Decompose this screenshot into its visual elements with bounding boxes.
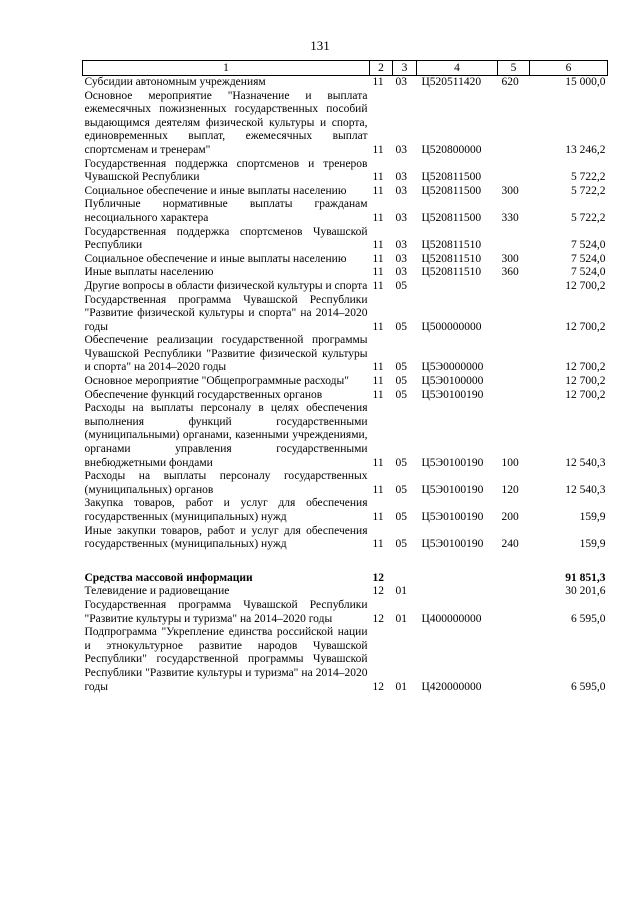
row-subsection: 05 — [395, 538, 407, 551]
row-name: Расходы на выплаты персоналу в целях обеспечения выполнения функций государственными (муниципальными) органами, казенными учреждениями, органами управления государственными внебюджетными фондами — [84, 402, 368, 469]
row-name: Социальное обеспечение и иные выплаты населению — [84, 184, 347, 197]
table-row — [83, 158, 608, 185]
row-name: Телевидение и радиовещание — [84, 585, 230, 598]
row-name: Основное мероприятие "Назначение и выплата ежемесячных пожизненных государственных пособий выдающимся деятелям физической культуры и спорта, единовременных выплат, ежемесячных выплат спортсменам и тренерам" — [84, 89, 368, 156]
row-subsection: 01 — [395, 680, 407, 693]
row-section: 11 — [372, 211, 384, 224]
row-section: 11 — [372, 320, 384, 333]
table-row — [83, 585, 608, 599]
row-name: Иные выплаты населению — [84, 266, 214, 279]
row-target-code — [417, 572, 498, 586]
spacer-cell — [83, 552, 608, 572]
row-amount: 12 700,2 — [565, 375, 606, 388]
row-amount: 159,9 — [579, 511, 606, 523]
table-row — [83, 90, 608, 158]
row-name: Государственная поддержка спортсменов и тренеров Чувашской Республики — [84, 157, 368, 184]
table-row — [83, 185, 608, 199]
row-section: 11 — [372, 266, 384, 279]
table-row — [83, 375, 608, 389]
row-expense-type: 330 — [501, 211, 519, 224]
row-expense-type: 360 — [501, 266, 519, 279]
row-amount: 12 700,2 — [565, 279, 606, 292]
table-row — [83, 572, 608, 586]
row-target-code: Ц520811500 — [421, 171, 482, 184]
table-row — [83, 280, 608, 294]
row-expense-type: 240 — [501, 538, 519, 551]
row-target-code: Ц520811510 — [421, 239, 482, 252]
row-expense-type — [498, 626, 530, 694]
row-subsection: 01 — [395, 585, 407, 598]
row-subsection: 01 — [395, 612, 407, 625]
row-amount: 30 201,6 — [565, 585, 606, 598]
row-expense-type: 300 — [501, 252, 519, 265]
row-expense-type — [498, 375, 530, 389]
row-expense-type — [498, 158, 530, 185]
row-section: 11 — [372, 483, 384, 496]
table-row — [83, 599, 608, 626]
row-name: Другие вопросы в области физической культуры и спорта — [84, 279, 368, 292]
table-row — [83, 76, 608, 90]
row-target-code: Ц5Э0000000 — [421, 361, 484, 374]
row-subsection: 03 — [395, 76, 407, 88]
row-section: 11 — [372, 388, 384, 401]
row-amount: 5 722,2 — [571, 211, 606, 224]
row-name: Государственная программа Чувашской Республики "Развитие культуры и туризма" на 2014–2020 годы — [84, 598, 368, 625]
row-target-code: Ц520511420 — [421, 76, 482, 88]
row-expense-type — [498, 572, 530, 586]
table-row — [83, 470, 608, 497]
header-col-2: 2 — [370, 61, 393, 76]
row-subsection: 03 — [395, 239, 407, 252]
row-name: Расходы на выплаты персоналу государственных (муниципальных) органов — [84, 470, 368, 496]
row-target-code: Ц420000000 — [421, 680, 482, 693]
budget-table — [82, 60, 608, 694]
row-expense-type: 620 — [501, 76, 519, 88]
row-subsection: 05 — [395, 361, 407, 374]
row-name: Основное мероприятие "Общепрограммные расходы" — [84, 375, 349, 388]
row-section: 11 — [372, 143, 384, 156]
row-amount: 6 595,0 — [571, 680, 606, 693]
row-subsection: 03 — [395, 252, 407, 265]
row-name: Иные закупки товаров, работ и услуг для обеспечения государственных (муниципальных) нужд — [84, 524, 368, 551]
header-col-3: 3 — [393, 61, 417, 76]
row-section: 11 — [372, 361, 384, 374]
row-name: Закупка товаров, работ и услуг для обеспечения государственных (муниципальных) нужд — [84, 497, 368, 523]
table-row — [83, 402, 608, 470]
row-subsection: 05 — [395, 456, 407, 469]
row-amount: 12 540,3 — [565, 483, 606, 496]
row-name: Субсидии автономным учреждениям — [84, 76, 266, 88]
row-amount: 159,9 — [579, 538, 606, 551]
table-row — [83, 626, 608, 694]
row-expense-type — [498, 585, 530, 599]
row-subsection: 03 — [395, 266, 407, 279]
header-col-4: 4 — [417, 61, 498, 76]
row-amount: 12 700,2 — [565, 388, 606, 401]
row-target-code: Ц520811510 — [421, 266, 482, 279]
table-row — [83, 389, 608, 403]
row-section: 12 — [372, 571, 384, 584]
row-name: Обеспечение реализации государственной программы Чувашской Республики "Развитие физической культуры и спорта" на 2014–2020 годы — [84, 334, 368, 374]
row-target-code: Ц5Э0100000 — [421, 375, 484, 388]
row-expense-type — [498, 280, 530, 294]
row-target-code: Ц500000000 — [421, 320, 482, 333]
row-subsection: 03 — [395, 184, 407, 197]
row-name: Государственная программа Чувашской Республики "Развитие физической культуры и спорта" на 2014–2020 годы — [84, 293, 368, 333]
row-section: 11 — [372, 184, 384, 197]
table-spacer-row — [83, 552, 608, 572]
table-row — [83, 226, 608, 253]
row-expense-type — [498, 334, 530, 375]
row-target-code: Ц520811500 — [421, 211, 482, 224]
table-row — [83, 198, 608, 225]
row-target-code — [417, 585, 498, 599]
row-amount: 5 722,2 — [571, 171, 606, 184]
row-subsection: 03 — [395, 211, 407, 224]
table-row — [83, 253, 608, 267]
row-section: 11 — [372, 511, 384, 523]
row-amount: 91 851,3 — [565, 571, 606, 584]
table-row — [83, 497, 608, 524]
row-expense-type: 200 — [501, 511, 519, 523]
row-subsection: 05 — [395, 320, 407, 333]
row-expense-type — [498, 90, 530, 158]
row-subsection: 05 — [395, 279, 407, 292]
row-section: 11 — [372, 279, 384, 292]
row-amount: 15 000,0 — [565, 76, 606, 88]
row-section: 11 — [372, 239, 384, 252]
row-target-code: Ц5Э0100190 — [421, 456, 484, 469]
row-section: 12 — [372, 585, 384, 598]
row-subsection: 05 — [395, 375, 407, 388]
row-expense-type — [498, 294, 530, 335]
row-target-code: Ц520800000 — [421, 143, 482, 156]
row-section: 11 — [372, 538, 384, 551]
row-section: 12 — [372, 612, 384, 625]
row-expense-type: 120 — [501, 483, 519, 496]
row-section: 11 — [372, 76, 384, 88]
row-amount: 12 700,2 — [565, 361, 606, 374]
row-expense-type — [498, 599, 530, 626]
row-subsection: 05 — [395, 388, 407, 401]
header-col-6: 6 — [530, 61, 608, 76]
table-body — [83, 76, 608, 695]
row-name: Публичные нормативные выплаты гражданам несоциального характера — [84, 198, 368, 224]
row-target-code: Ц5Э0100190 — [421, 388, 484, 401]
row-subsection — [393, 572, 417, 586]
row-expense-type: 100 — [501, 456, 519, 469]
row-amount: 7 524,0 — [571, 266, 606, 279]
row-amount: 12 700,2 — [565, 320, 606, 333]
row-target-code: Ц400000000 — [421, 612, 482, 625]
row-target-code: Ц520811500 — [421, 184, 482, 197]
row-name: Подпрограмма "Укрепление единства российской нации и этнокультурное развитие народов Чувашской Республики" государственной программы Чувашской Республики "Развитие культуры и туризма" на 2014–2020 годы — [84, 626, 368, 693]
row-subsection: 03 — [395, 171, 407, 184]
row-target-code: Ц5Э0100190 — [421, 511, 484, 523]
header-col-1: 1 — [83, 61, 370, 76]
row-subsection: 05 — [395, 511, 407, 523]
row-amount: 7 524,0 — [571, 252, 606, 265]
row-target-code — [417, 280, 498, 294]
row-section: 11 — [372, 171, 384, 184]
row-amount: 6 595,0 — [571, 612, 606, 625]
row-subsection: 03 — [395, 143, 407, 156]
row-amount: 5 722,2 — [571, 184, 606, 197]
row-amount: 7 524,0 — [571, 239, 606, 252]
table-row — [83, 266, 608, 280]
row-section: 12 — [372, 680, 384, 693]
table-row — [83, 334, 608, 375]
row-subsection: 05 — [395, 483, 407, 496]
row-section: 11 — [372, 252, 384, 265]
row-name: Средства массовой информации — [84, 571, 253, 584]
page-number: 131 — [310, 38, 330, 53]
row-expense-type — [498, 389, 530, 403]
row-expense-type: 300 — [501, 184, 519, 197]
header-col-5: 5 — [498, 61, 530, 76]
table-header-row — [83, 61, 608, 76]
table-row — [83, 525, 608, 552]
row-expense-type — [498, 226, 530, 253]
row-target-code: Ц5Э0100190 — [421, 538, 484, 551]
row-target-code: Ц5Э0100190 — [421, 483, 484, 496]
table-row — [83, 294, 608, 335]
row-name: Государственная поддержка спортсменов Чувашской Республики — [84, 225, 368, 252]
row-section: 11 — [372, 375, 384, 388]
row-section: 11 — [372, 456, 384, 469]
row-name: Обеспечение функций государственных органов — [84, 388, 323, 401]
row-amount: 12 540,3 — [565, 456, 606, 469]
row-amount: 13 246,2 — [565, 143, 606, 156]
row-target-code: Ц520811510 — [421, 252, 482, 265]
row-name: Социальное обеспечение и иные выплаты населению — [84, 252, 347, 265]
